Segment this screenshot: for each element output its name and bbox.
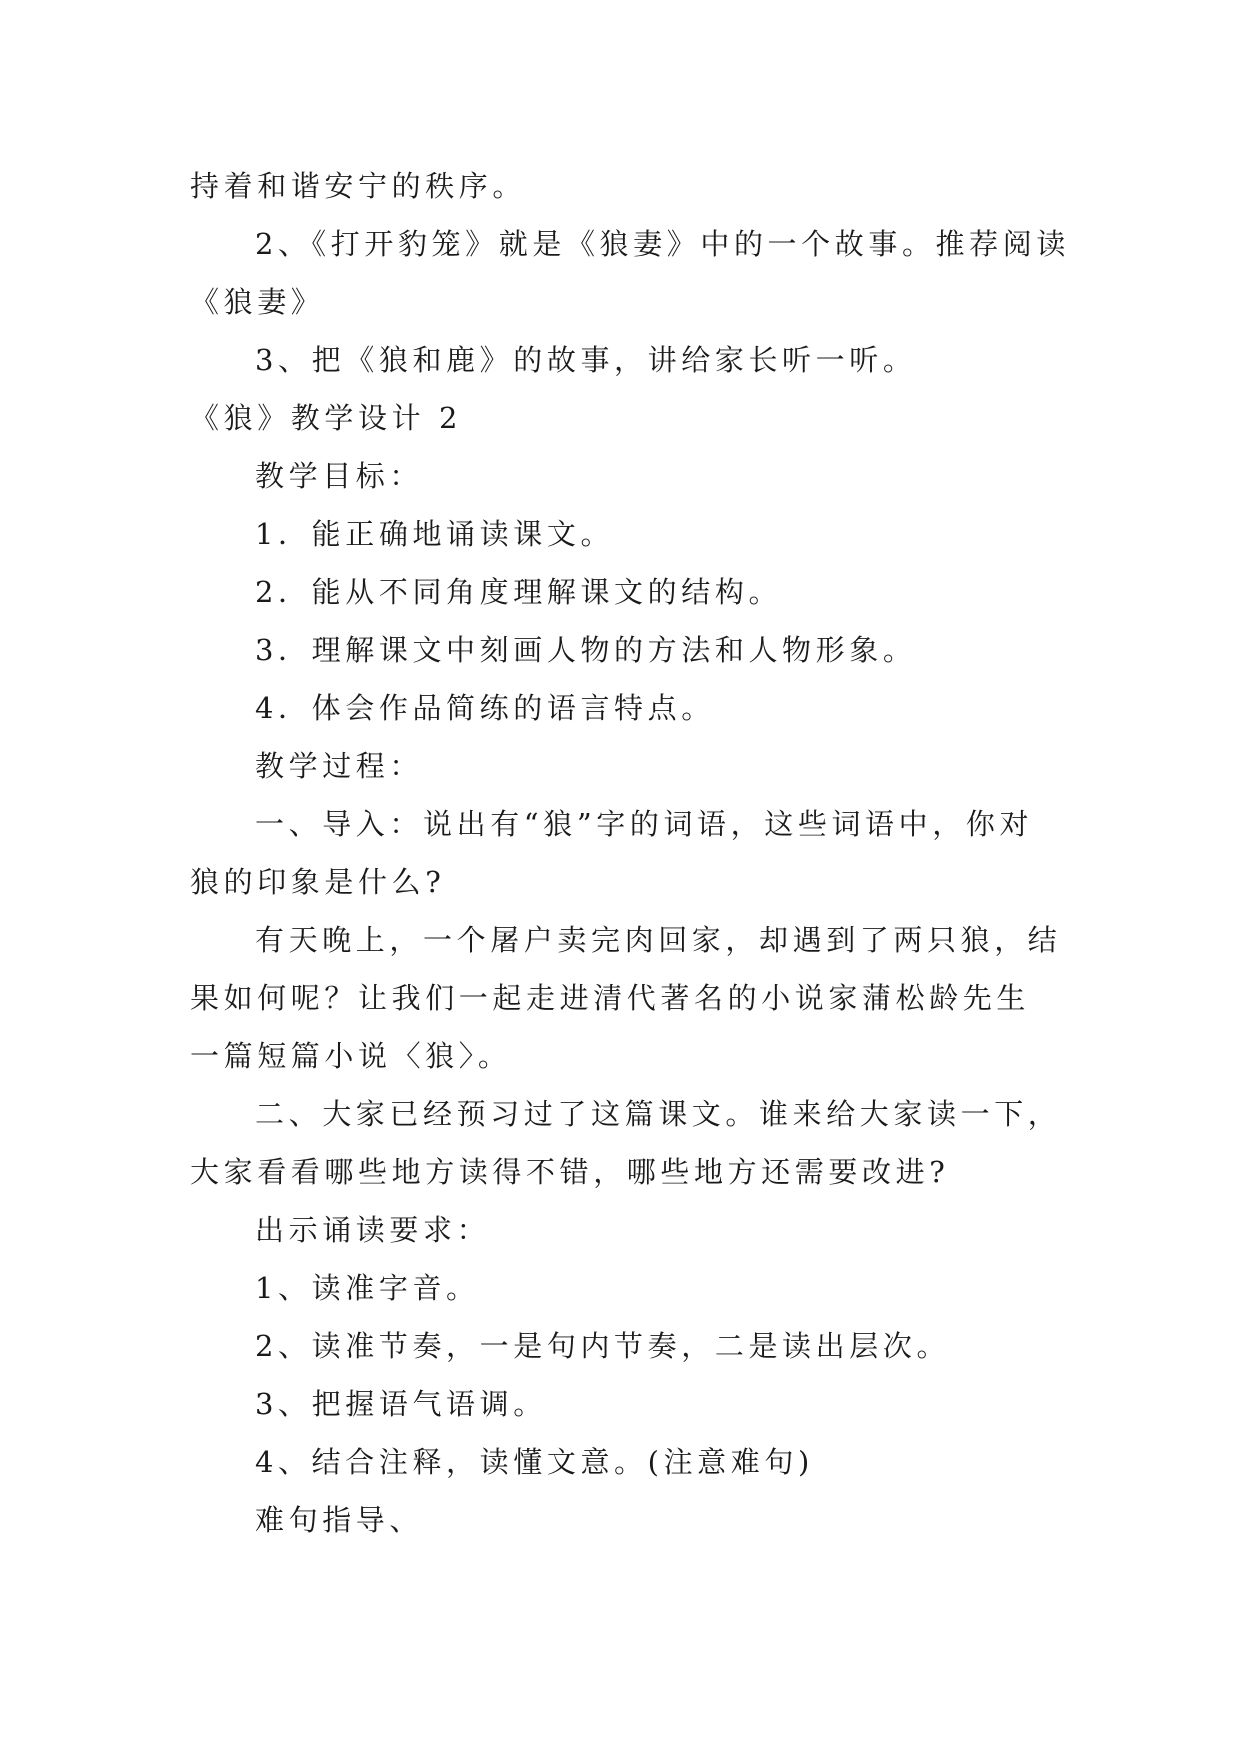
text-line: 3、把握语气语调。 [255, 1387, 547, 1421]
text-line: 有天晚上，一个屠户卖完肉回家，却遇到了两只狼，结 [255, 923, 1062, 957]
text-line: 4．体会作品简练的语言特点。 [255, 691, 715, 725]
text-line: 狼的印象是什么? [190, 865, 446, 899]
text-line: 《狼妻》 [190, 285, 325, 319]
text-line: 2．能从不同角度理解课文的结构。 [255, 575, 783, 609]
text-line: 一、导入：说出有“狼”字的词语，这些词语中，你对 [255, 807, 1034, 841]
text-line: 2、《打开豹笼》就是《狼妻》中的一个故事。推荐阅读 [255, 227, 1070, 261]
text-line: 1、读准字音。 [255, 1271, 480, 1305]
text-line: 二、大家已经预习过了这篇课文。谁来给大家读一下， [255, 1097, 1062, 1131]
text-line: 3、把《狼和鹿》的故事，讲给家长听一听。 [255, 343, 917, 377]
text-line: 果如何呢？让我们一起走进清代著名的小说家蒲松龄先生 [190, 981, 1031, 1015]
text-line: 教学过程： [255, 749, 424, 783]
text-line: 2、读准节奏，一是句内节奏，二是读出层次。 [255, 1329, 951, 1363]
section-heading: 《狼》教学设计 2 [190, 401, 463, 435]
text-line: 大家看看哪些地方读得不错，哪些地方还需要改进? [190, 1155, 950, 1189]
text-line: 难句指导、 [255, 1503, 424, 1537]
text-line: 4、结合注释，读懂文意。(注意难句) [255, 1445, 814, 1479]
text-line: 1．能正确地诵读课文。 [255, 517, 615, 551]
text-line: 持着和谐安宁的秩序。 [190, 169, 527, 203]
text-line: 一篇短篇小说〈狼〉。 [190, 1039, 512, 1073]
text-line: 教学目标： [255, 459, 424, 493]
text-line: 3．理解课文中刻画人物的方法和人物形象。 [255, 633, 917, 667]
text-line: 出示诵读要求： [255, 1213, 491, 1247]
